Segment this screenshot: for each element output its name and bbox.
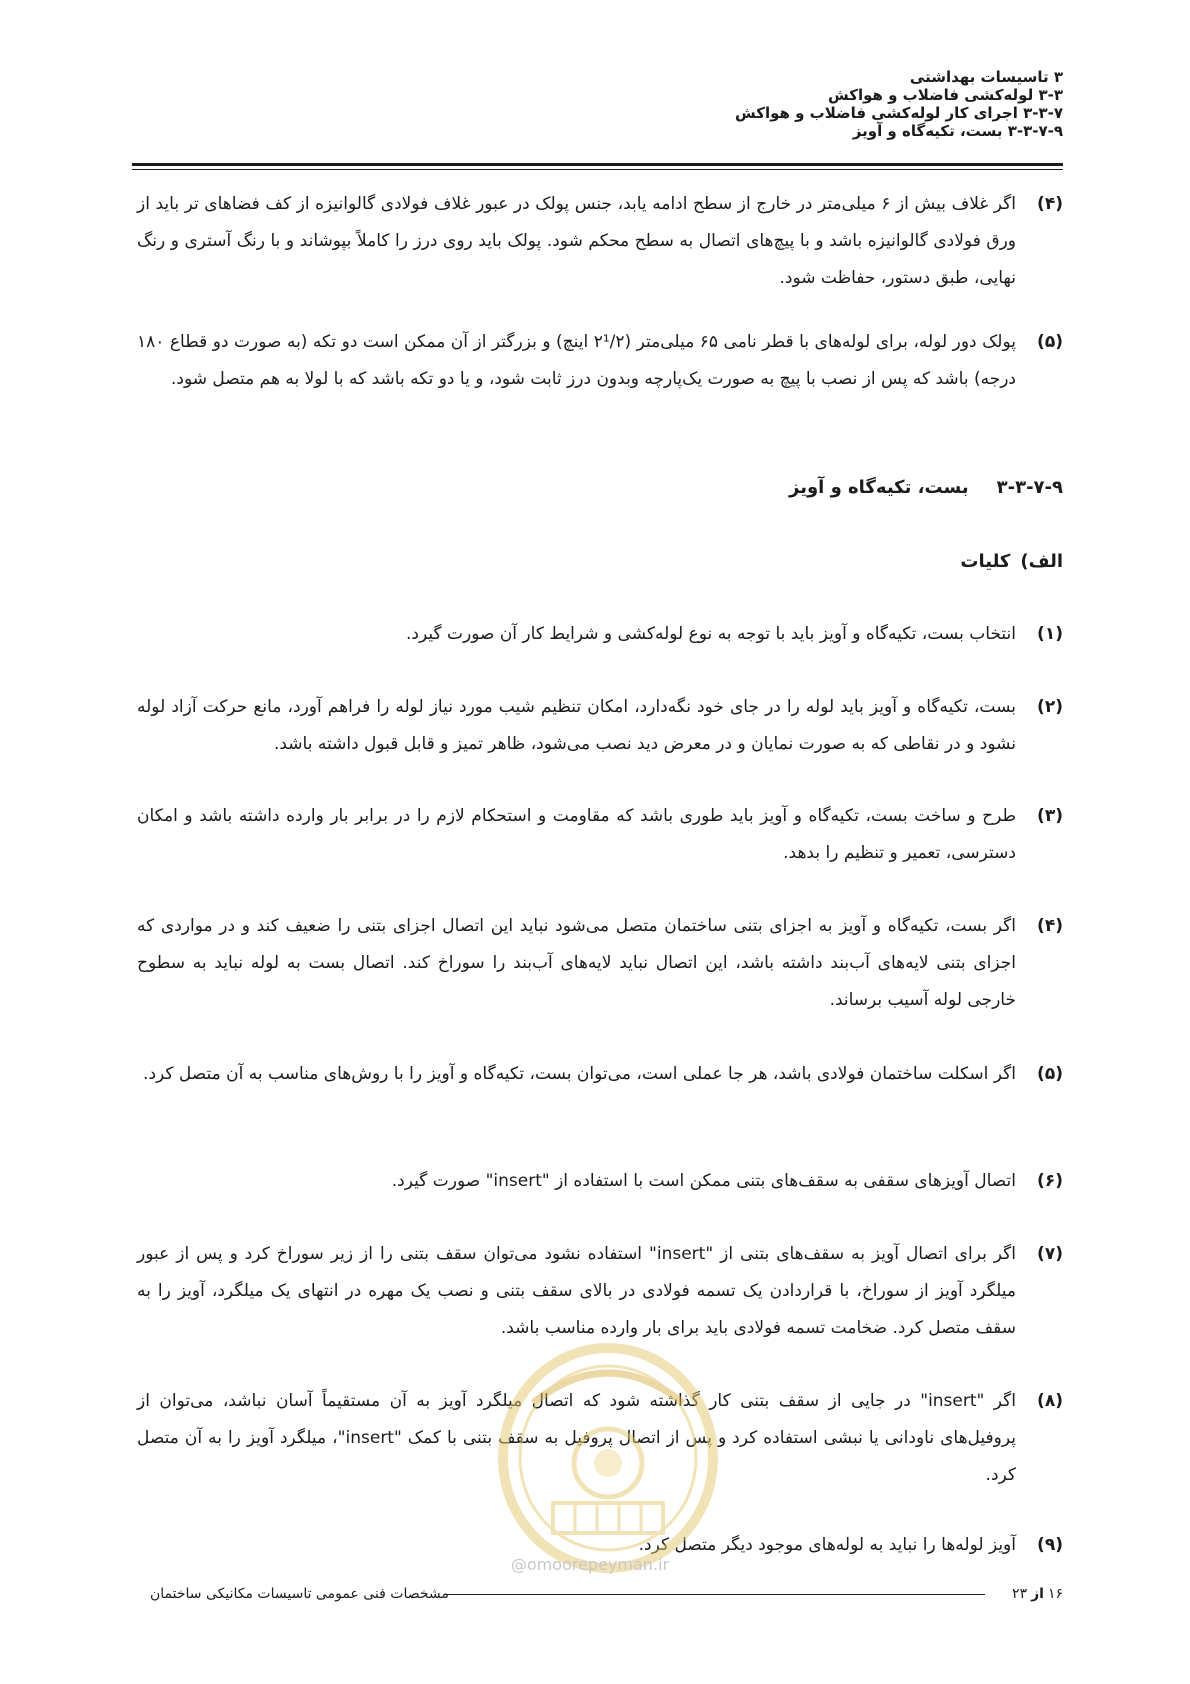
item-text: اگر "insert" در جایی از سقف بتنی کار گذاشته شود که اتصال میلگرد آویز به آن مستقیماً آسان نباشد، می‌توان از پروفیل‌های ناودانی یا نبشی استفاده کرد و پس از اتصال پروفیل به سقف بتنی با کمک "insert"، میلگرد آویز را به آن متصل کرد. xyxy=(137,1391,1016,1485)
item-number: (۵) xyxy=(1037,332,1063,352)
footer-document-title: مشخصات فنی عمومی تاسیسات مکانیکی ساختمان xyxy=(150,1586,449,1602)
item-text: طرح و ساخت بست، تکیه‌گاه و آویز باید طوری باشد که مقاومت و استحکام لازم را در برابر بار وارده داشته باشد و امکان دسترسی، تعمیر و تنظیم را بدهد. xyxy=(137,806,1016,863)
header-chapter: ۳ تاسیسات بهداشتی xyxy=(909,68,1063,86)
item-number: (۴) xyxy=(1037,916,1063,936)
list-item xyxy=(137,1236,1063,1347)
item-text: اگر غلاف بیش از ۶ میلی‌متر در خارج از سطح ادامه یابد، جنس پولک در عبور غلاف فولادی گالوانیزه از کف فضاهای تر باید از ورق فولادی گالوانیزه باشد و با پیچ‌های اتصال به سطح محکم شود. پولک باید روی درز را کاملاً بپوشاند و با رنگ آستری و رنگ نهایی، طبق دستور، حفاظت شود. xyxy=(137,194,1016,288)
running-header xyxy=(263,68,1063,140)
item-text: اتصال آویزهای سقفی به سقف‌های بتنی ممکن است با استفاده از "insert" صورت گیرد. xyxy=(391,1171,1016,1191)
page-total: ۲۳ xyxy=(1012,1586,1028,1602)
item-number: (۷) xyxy=(1037,1244,1063,1264)
list-item xyxy=(137,689,1063,763)
header-clause: ۳-۳-۷-۹ بست، تکیه‌گاه و آویز xyxy=(852,122,1063,140)
subsection-title: کلیات xyxy=(960,551,1011,572)
subsection-heading xyxy=(960,548,1063,576)
page-of: از xyxy=(1031,1586,1044,1602)
list-item xyxy=(137,186,1063,297)
list-item xyxy=(137,798,1063,872)
header-rule-thin xyxy=(132,169,1063,170)
item-text: اگر برای اتصال آویز به سقف‌های بتنی از "insert" استفاده نشود می‌توان سقف بتنی را از زیر سوراخ کرد و پس از عبور میلگرد آویز از سوراخ، با قراردادن یک تسمه فولادی در بالای سقف بتنی و نصب یک مهره در انتهای یک میلگرد، آویز را به سقف متصل کرد. ضخامت تسمه فولادی باید برای بار وارده مناسب باشد. xyxy=(137,1244,1016,1338)
section-title: بست، تکیه‌گاه و آویز xyxy=(789,477,969,498)
list-item xyxy=(137,324,1063,398)
item-text: آویز لوله‌ها را نباید به لوله‌های موجود دیگر متصل کرد. xyxy=(638,1535,1016,1555)
item-text: پولک دور لوله، برای لوله‌های با قطر نامی ۶۵ میلی‌متر (۲¹/۲ اینچ) و بزرگتر از آن ممکن است دو تکه (به صورت دو قطاع ۱۸۰ درجه) باشد که پس از نصب با پیچ به صورت یک‌پارچه وبدون درز ثابت شود، و یا دو تکه باشد که با لولا به هم متصل شود. xyxy=(137,332,1016,389)
watermark-text: @omoorepeyman.ir xyxy=(510,1555,670,1574)
list-item xyxy=(137,1163,1063,1200)
item-number: (۱) xyxy=(1037,624,1063,644)
item-text: اگر بست، تکیه‌گاه و آویز به اجزای بتنی ساختمان متصل می‌شود نباید این اتصال اجزای بتنی را ضعیف کند و در مواردی که اجزای بتنی لایه‌های آب‌بند داشته باشد، این اتصال نباید لایه‌های آب‌بند را سوراخ کند. اتصال بست به لوله نباید به سطوح خارجی لوله آسیب برساند. xyxy=(137,916,1016,1010)
list-item xyxy=(137,616,1063,653)
item-number: (۵) xyxy=(1037,1064,1063,1084)
item-number: (۴) xyxy=(1037,194,1063,214)
page-current: ۱۶ xyxy=(1047,1586,1063,1602)
item-number: (۸) xyxy=(1037,1391,1063,1411)
page-number xyxy=(1012,1582,1063,1606)
item-text: انتخاب بست، تکیه‌گاه و آویز باید با توجه به نوع لوله‌کشی و شرایط کار آن صورت گیرد. xyxy=(406,624,1016,644)
list-item xyxy=(137,1383,1063,1494)
item-number: (۲) xyxy=(1037,697,1063,717)
list-item xyxy=(137,1056,1063,1093)
item-text: بست، تکیه‌گاه و آویز باید لوله را در جای خود نگه‌دارد، امکان تنظیم شیب مورد نیاز لوله را فراهم آورد، مانع حرکت آزاد لوله نشود و در نقاطی که به صورت نمایان و در معرض دید نصب می‌شود، ظاهر تمیز و قابل قبول داشته باشد. xyxy=(137,697,1016,754)
header-subsection: ۳-۳-۷ اجرای کار لوله‌کشی فاضلاب و هواکش xyxy=(735,104,1063,122)
item-number: (۶) xyxy=(1037,1171,1063,1191)
item-text: اگر اسکلت ساختمان فولادی باشد، هر جا عملی است، می‌توان بست، تکیه‌گاه و آویز را با روش‌های مناسب به آن متصل کرد. xyxy=(143,1064,1016,1084)
subsection-letter: الف) xyxy=(1020,551,1063,572)
list-item xyxy=(137,908,1063,1019)
header-section: ۳-۳ لوله‌کشی فاضلاب و هواکش xyxy=(828,86,1063,104)
footer-rule xyxy=(447,1594,985,1595)
item-number: (۳) xyxy=(1037,806,1063,826)
section-heading xyxy=(789,474,1063,502)
header-rule-thick xyxy=(132,163,1063,166)
section-number: ۳-۳-۷-۹ xyxy=(996,477,1063,498)
item-number: (۹) xyxy=(1037,1535,1063,1555)
